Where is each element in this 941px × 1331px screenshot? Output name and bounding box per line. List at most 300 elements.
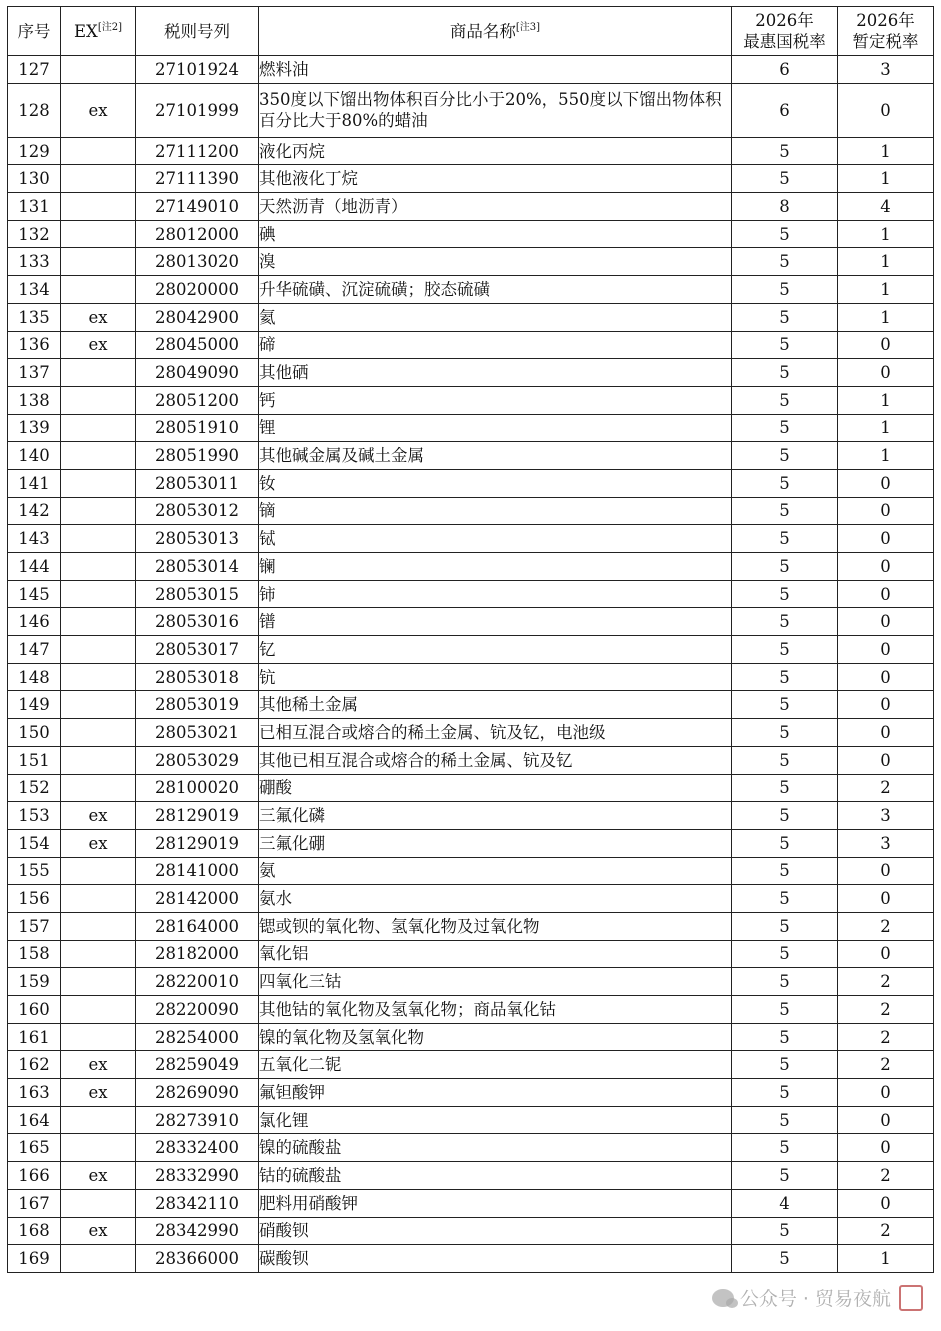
seq-cell: 160: [8, 996, 61, 1024]
seq-cell: 157: [8, 912, 61, 940]
commodity-name-cell: 碳酸钡: [259, 1245, 732, 1273]
commodity-name-cell: 硼酸: [259, 774, 732, 802]
tariff-code-cell: 28053016: [136, 608, 259, 636]
seq-cell: 168: [8, 1217, 61, 1245]
header-ex: EX[注2]: [61, 7, 136, 56]
mfn-rate-cell: 5: [732, 968, 838, 996]
header-provisional-rate: 2026年 暂定税率: [838, 7, 934, 56]
commodity-name-cell: 钙: [259, 386, 732, 414]
ex-cell: [61, 1189, 136, 1217]
ex-cell: [61, 165, 136, 193]
header-name-note: [注3]: [515, 21, 541, 33]
table-row: [8, 580, 934, 608]
seq-cell: 159: [8, 968, 61, 996]
ex-cell: ex: [61, 1079, 136, 1107]
mfn-rate-cell: 5: [732, 636, 838, 664]
ex-cell: [61, 137, 136, 165]
tariff-code-cell: 28051910: [136, 414, 259, 442]
mfn-rate-cell: 5: [732, 912, 838, 940]
table-row: [8, 497, 934, 525]
ex-cell: [61, 220, 136, 248]
commodity-name-cell: 氨水: [259, 885, 732, 913]
table-row: [8, 553, 934, 581]
table-body: [8, 56, 934, 1273]
provisional-rate-cell: 3: [838, 56, 934, 84]
seq-cell: 133: [8, 248, 61, 276]
seq-cell: 139: [8, 414, 61, 442]
commodity-name-cell: 三氟化硼: [259, 829, 732, 857]
seq-cell: 164: [8, 1106, 61, 1134]
tariff-code-cell: 28100020: [136, 774, 259, 802]
mfn-rate-cell: 5: [732, 303, 838, 331]
table-row: [8, 691, 934, 719]
provisional-rate-cell: 1: [838, 165, 934, 193]
provisional-rate-cell: 0: [838, 719, 934, 747]
seq-cell: 151: [8, 746, 61, 774]
tariff-code-cell: 28045000: [136, 331, 259, 359]
commodity-name-cell: 镍的硫酸盐: [259, 1134, 732, 1162]
seq-cell: 132: [8, 220, 61, 248]
provisional-rate-cell: 0: [838, 331, 934, 359]
table-row: [8, 220, 934, 248]
tariff-code-cell: 28366000: [136, 1245, 259, 1273]
tariff-code-cell: 28020000: [136, 276, 259, 304]
table-row: [8, 359, 934, 387]
provisional-rate-cell: 0: [838, 636, 934, 664]
provisional-rate-cell: 0: [838, 1134, 934, 1162]
tariff-code-cell: 28049090: [136, 359, 259, 387]
tariff-code-cell: 28051990: [136, 442, 259, 470]
tariff-code-cell: 27111200: [136, 137, 259, 165]
tariff-code-cell: 28259049: [136, 1051, 259, 1079]
provisional-rate-cell: 0: [838, 1189, 934, 1217]
tariff-code-cell: 28012000: [136, 220, 259, 248]
mfn-rate-cell: 5: [732, 691, 838, 719]
ex-cell: [61, 359, 136, 387]
tariff-code-cell: 28164000: [136, 912, 259, 940]
table-row: [8, 469, 934, 497]
mfn-rate-cell: 5: [732, 165, 838, 193]
mfn-rate-cell: 5: [732, 1106, 838, 1134]
provisional-rate-cell: 1: [838, 1245, 934, 1273]
commodity-name-cell: 镝: [259, 497, 732, 525]
provisional-rate-cell: 1: [838, 303, 934, 331]
ex-cell: ex: [61, 303, 136, 331]
commodity-name-cell: 三氟化磷: [259, 802, 732, 830]
mfn-rate-cell: 5: [732, 1245, 838, 1273]
tariff-code-cell: 28053015: [136, 580, 259, 608]
mfn-rate-cell: 8: [732, 193, 838, 221]
provisional-rate-cell: 1: [838, 220, 934, 248]
tariff-code-cell: 28053011: [136, 469, 259, 497]
mfn-rate-cell: 5: [732, 580, 838, 608]
stamp-icon: [899, 1285, 923, 1311]
seq-cell: 148: [8, 663, 61, 691]
provisional-rate-cell: 3: [838, 802, 934, 830]
header-tariff-code: 税则号列: [136, 7, 259, 56]
seq-cell: 142: [8, 497, 61, 525]
seq-cell: 167: [8, 1189, 61, 1217]
commodity-name-cell: 氟钽酸钾: [259, 1079, 732, 1107]
ex-cell: [61, 442, 136, 470]
tariff-code-cell: 28254000: [136, 1023, 259, 1051]
ex-cell: [61, 663, 136, 691]
tariff-code-cell: 28053019: [136, 691, 259, 719]
table-row: [8, 1189, 934, 1217]
seq-cell: 150: [8, 719, 61, 747]
tariff-code-cell: 28013020: [136, 248, 259, 276]
ex-cell: [61, 1106, 136, 1134]
commodity-name-cell: 四氧化三钴: [259, 968, 732, 996]
commodity-name-cell: 其他硒: [259, 359, 732, 387]
mfn-rate-cell: 5: [732, 359, 838, 387]
table-row: [8, 1023, 934, 1051]
provisional-rate-cell: 0: [838, 553, 934, 581]
ex-cell: ex: [61, 1051, 136, 1079]
commodity-name-cell: 氦: [259, 303, 732, 331]
seq-cell: 131: [8, 193, 61, 221]
ex-cell: [61, 940, 136, 968]
provisional-rate-cell: 0: [838, 608, 934, 636]
table-row: [8, 303, 934, 331]
provisional-rate-cell: 0: [838, 746, 934, 774]
commodity-name-cell: 其他已相互混合或熔合的稀土金属、钪及钇: [259, 746, 732, 774]
ex-cell: [61, 885, 136, 913]
commodity-name-cell: 钪: [259, 663, 732, 691]
mfn-rate-cell: 5: [732, 1162, 838, 1190]
table-row: [8, 719, 934, 747]
ex-cell: [61, 248, 136, 276]
ex-cell: [61, 608, 136, 636]
table-row: [8, 442, 934, 470]
tariff-code-cell: 28141000: [136, 857, 259, 885]
tariff-code-cell: 28182000: [136, 940, 259, 968]
tariff-code-cell: 28269090: [136, 1079, 259, 1107]
header-ex-note: [注2]: [97, 21, 122, 33]
provisional-rate-cell: 0: [838, 663, 934, 691]
commodity-name-cell: 碲: [259, 331, 732, 359]
table-row: [8, 386, 934, 414]
mfn-rate-cell: 5: [732, 719, 838, 747]
commodity-name-cell: 五氧化二铌: [259, 1051, 732, 1079]
provisional-rate-cell: 0: [838, 1079, 934, 1107]
provisional-rate-cell: 1: [838, 442, 934, 470]
mfn-rate-cell: 5: [732, 1079, 838, 1107]
tariff-code-cell: 28053012: [136, 497, 259, 525]
tariff-code-cell: 28220090: [136, 996, 259, 1024]
commodity-name-cell: 铈: [259, 580, 732, 608]
provisional-rate-cell: 0: [838, 359, 934, 387]
seq-cell: 128: [8, 83, 61, 137]
header-seq: 序号: [8, 7, 61, 56]
seq-cell: 152: [8, 774, 61, 802]
commodity-name-cell: 溴: [259, 248, 732, 276]
mfn-rate-cell: 5: [732, 331, 838, 359]
tariff-code-cell: 28129019: [136, 802, 259, 830]
provisional-rate-cell: 0: [838, 525, 934, 553]
table-row: [8, 56, 934, 84]
commodity-name-cell: 燃料油: [259, 56, 732, 84]
seq-cell: 166: [8, 1162, 61, 1190]
mfn-rate-cell: 5: [732, 1051, 838, 1079]
ex-cell: ex: [61, 83, 136, 137]
table-row: [8, 331, 934, 359]
seq-cell: 130: [8, 165, 61, 193]
seq-cell: 153: [8, 802, 61, 830]
commodity-name-cell: 其他钴的氧化物及氢氧化物；商品氧化钴: [259, 996, 732, 1024]
provisional-rate-cell: 2: [838, 912, 934, 940]
ex-cell: [61, 912, 136, 940]
ex-cell: [61, 691, 136, 719]
commodity-name-cell: 钇: [259, 636, 732, 664]
seq-cell: 145: [8, 580, 61, 608]
ex-cell: [61, 1023, 136, 1051]
ex-cell: [61, 193, 136, 221]
mfn-rate-cell: 5: [732, 857, 838, 885]
provisional-rate-cell: 2: [838, 1217, 934, 1245]
mfn-rate-cell: 5: [732, 1217, 838, 1245]
mfn-rate-cell: 6: [732, 56, 838, 84]
seq-cell: 141: [8, 469, 61, 497]
mfn-rate-cell: 5: [732, 469, 838, 497]
provisional-rate-cell: 4: [838, 193, 934, 221]
provisional-rate-cell: 0: [838, 1106, 934, 1134]
commodity-name-cell: 氨: [259, 857, 732, 885]
tariff-code-cell: 28053017: [136, 636, 259, 664]
commodity-name-cell: 其他液化丁烷: [259, 165, 732, 193]
seq-cell: 137: [8, 359, 61, 387]
commodity-name-cell: 锂: [259, 414, 732, 442]
provisional-rate-cell: 0: [838, 885, 934, 913]
seq-cell: 163: [8, 1079, 61, 1107]
mfn-rate-cell: 5: [732, 442, 838, 470]
mfn-rate-cell: 5: [732, 497, 838, 525]
seq-cell: 144: [8, 553, 61, 581]
provisional-rate-cell: 1: [838, 248, 934, 276]
tariff-code-cell: 28051200: [136, 386, 259, 414]
provisional-rate-cell: 1: [838, 137, 934, 165]
mfn-rate-cell: 5: [732, 276, 838, 304]
provisional-rate-cell: 2: [838, 1051, 934, 1079]
tariff-code-cell: 27149010: [136, 193, 259, 221]
tariff-code-cell: 28342990: [136, 1217, 259, 1245]
mfn-rate-cell: 5: [732, 940, 838, 968]
table-row: [8, 1051, 934, 1079]
table-row: [8, 1079, 934, 1107]
seq-cell: 154: [8, 829, 61, 857]
tariff-code-cell: 28332990: [136, 1162, 259, 1190]
commodity-name-cell: 氧化铝: [259, 940, 732, 968]
mfn-rate-cell: 5: [732, 248, 838, 276]
mfn-rate-cell: 5: [732, 774, 838, 802]
watermark-text: 公众号 · 贸易夜航: [739, 1288, 891, 1310]
ex-cell: [61, 469, 136, 497]
commodity-name-cell: 钴的硫酸盐: [259, 1162, 732, 1190]
header-row: [8, 7, 934, 56]
seq-cell: 165: [8, 1134, 61, 1162]
ex-cell: [61, 386, 136, 414]
mfn-rate-cell: 5: [732, 746, 838, 774]
ex-cell: [61, 580, 136, 608]
table-row: [8, 1162, 934, 1190]
seq-cell: 127: [8, 56, 61, 84]
mfn-rate-cell: 5: [732, 608, 838, 636]
table-row: [8, 165, 934, 193]
commodity-name-cell: 镨: [259, 608, 732, 636]
ex-cell: [61, 525, 136, 553]
tariff-code-cell: 28053014: [136, 553, 259, 581]
commodity-name-cell: 钕: [259, 469, 732, 497]
seq-cell: 129: [8, 137, 61, 165]
mfn-rate-cell: 5: [732, 414, 838, 442]
table-row: [8, 968, 934, 996]
ex-cell: [61, 553, 136, 581]
tariff-code-cell: 28142000: [136, 885, 259, 913]
commodity-name-cell: 镍的氧化物及氢氧化物: [259, 1023, 732, 1051]
table-row: [8, 774, 934, 802]
table-row: [8, 414, 934, 442]
ex-cell: [61, 996, 136, 1024]
ex-cell: [61, 746, 136, 774]
provisional-rate-cell: 2: [838, 996, 934, 1024]
mfn-rate-cell: 5: [732, 996, 838, 1024]
mfn-rate-cell: 5: [732, 829, 838, 857]
provisional-rate-cell: 0: [838, 469, 934, 497]
ex-cell: ex: [61, 829, 136, 857]
ex-cell: [61, 857, 136, 885]
mfn-rate-cell: 6: [732, 83, 838, 137]
table-row: [8, 1245, 934, 1273]
mfn-rate-cell: 5: [732, 885, 838, 913]
mfn-rate-cell: 5: [732, 663, 838, 691]
ex-cell: [61, 56, 136, 84]
seq-cell: 162: [8, 1051, 61, 1079]
table-row: [8, 193, 934, 221]
seq-cell: 143: [8, 525, 61, 553]
tariff-code-cell: 28220010: [136, 968, 259, 996]
seq-cell: 155: [8, 857, 61, 885]
table-row: [8, 137, 934, 165]
tariff-code-cell: 27101924: [136, 56, 259, 84]
mfn-rate-cell: 5: [732, 1023, 838, 1051]
provisional-rate-cell: 2: [838, 1162, 934, 1190]
tariff-code-cell: 28042900: [136, 303, 259, 331]
provisional-rate-cell: 0: [838, 497, 934, 525]
table-row: [8, 663, 934, 691]
header-mfn-rate: 2026年 最惠国税率: [732, 7, 838, 56]
ex-cell: [61, 414, 136, 442]
seq-cell: 158: [8, 940, 61, 968]
mfn-rate-cell: 5: [732, 802, 838, 830]
seq-cell: 135: [8, 303, 61, 331]
seq-cell: 140: [8, 442, 61, 470]
table-row: [8, 996, 934, 1024]
table-row: [8, 608, 934, 636]
provisional-rate-cell: 2: [838, 1023, 934, 1051]
seq-cell: 136: [8, 331, 61, 359]
table-row: [8, 1134, 934, 1162]
commodity-name-cell: 氯化锂: [259, 1106, 732, 1134]
ex-cell: [61, 497, 136, 525]
table-row: [8, 636, 934, 664]
provisional-rate-cell: 2: [838, 774, 934, 802]
tariff-code-cell: 27111390: [136, 165, 259, 193]
seq-cell: 134: [8, 276, 61, 304]
ex-cell: [61, 1134, 136, 1162]
table-row: [8, 276, 934, 304]
commodity-name-cell: 镧: [259, 553, 732, 581]
tariff-code-cell: 28332400: [136, 1134, 259, 1162]
mfn-rate-cell: 5: [732, 386, 838, 414]
seq-cell: 156: [8, 885, 61, 913]
wechat-icon: [712, 1289, 734, 1307]
table-row: [8, 885, 934, 913]
ex-cell: ex: [61, 1217, 136, 1245]
ex-cell: [61, 1245, 136, 1273]
table-row: [8, 746, 934, 774]
table-row: [8, 857, 934, 885]
commodity-name-cell: 铽: [259, 525, 732, 553]
table-row: [8, 1217, 934, 1245]
seq-cell: 138: [8, 386, 61, 414]
commodity-name-cell: 350度以下馏出物体积百分比小于20%，550度以下馏出物体积百分比大于80%的蜡油: [259, 83, 732, 137]
tariff-code-cell: 27101999: [136, 83, 259, 137]
table-row: [8, 1106, 934, 1134]
header-commodity-name: 商品名称[注3]: [259, 7, 732, 56]
ex-cell: [61, 276, 136, 304]
provisional-rate-cell: 1: [838, 276, 934, 304]
seq-cell: 146: [8, 608, 61, 636]
table-row: [8, 912, 934, 940]
ex-cell: [61, 774, 136, 802]
provisional-rate-cell: 0: [838, 83, 934, 137]
mfn-rate-cell: 4: [732, 1189, 838, 1217]
tariff-code-cell: 28273910: [136, 1106, 259, 1134]
mfn-rate-cell: 5: [732, 553, 838, 581]
tariff-code-cell: 28053029: [136, 746, 259, 774]
mfn-rate-cell: 5: [732, 525, 838, 553]
commodity-name-cell: 其他稀土金属: [259, 691, 732, 719]
ex-cell: ex: [61, 1162, 136, 1190]
provisional-rate-cell: 0: [838, 940, 934, 968]
commodity-name-cell: 锶或钡的氧化物、氢氧化物及过氧化物: [259, 912, 732, 940]
tariff-code-cell: 28053021: [136, 719, 259, 747]
mfn-rate-cell: 5: [732, 1134, 838, 1162]
ex-cell: ex: [61, 331, 136, 359]
seq-cell: 147: [8, 636, 61, 664]
provisional-rate-cell: 0: [838, 580, 934, 608]
commodity-name-cell: 液化丙烷: [259, 137, 732, 165]
table-row: [8, 248, 934, 276]
provisional-rate-cell: 0: [838, 691, 934, 719]
provisional-rate-cell: 1: [838, 386, 934, 414]
mfn-rate-cell: 5: [732, 220, 838, 248]
ex-cell: [61, 968, 136, 996]
seq-cell: 149: [8, 691, 61, 719]
ex-cell: ex: [61, 802, 136, 830]
table-row: [8, 940, 934, 968]
provisional-rate-cell: 2: [838, 968, 934, 996]
tariff-code-cell: 28129019: [136, 829, 259, 857]
commodity-name-cell: 硝酸钡: [259, 1217, 732, 1245]
provisional-rate-cell: 0: [838, 857, 934, 885]
table-row: [8, 525, 934, 553]
tariff-code-cell: 28342110: [136, 1189, 259, 1217]
table-row: [8, 83, 934, 137]
commodity-name-cell: 碘: [259, 220, 732, 248]
commodity-name-cell: 升华硫磺、沉淀硫磺；胶态硫磺: [259, 276, 732, 304]
ex-cell: [61, 719, 136, 747]
